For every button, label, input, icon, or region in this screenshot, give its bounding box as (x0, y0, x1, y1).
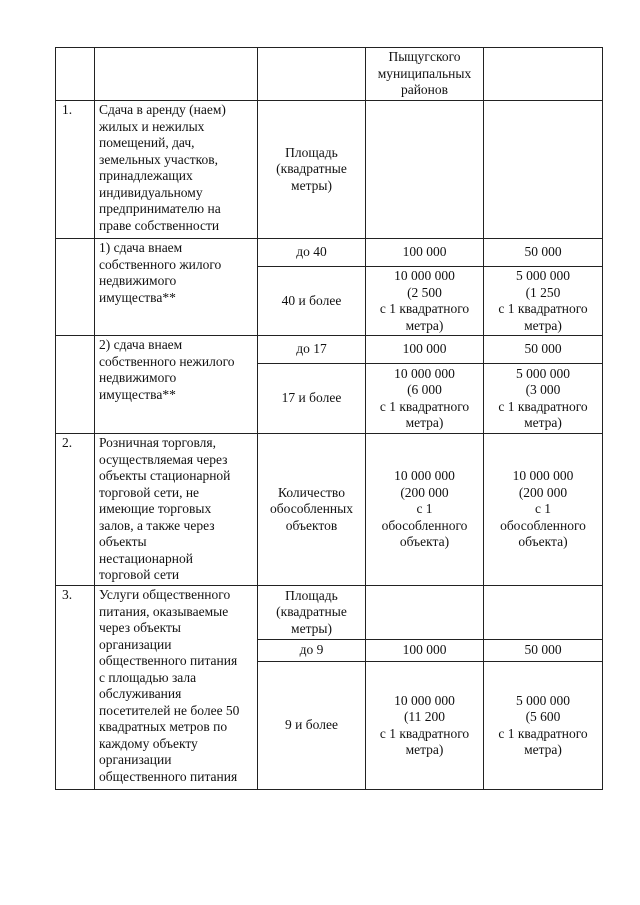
row-number: 2. (56, 434, 95, 586)
row-number: 1. (56, 101, 95, 239)
value-cell: 5 000 000 (3 000 с 1 квадратного метра) (484, 364, 603, 434)
table-header-row (56, 48, 603, 101)
activity-cell: Розничная торговля, осуществляемая через объекты стационарной торговой сети, не имеющие торговых залов, а также через объекты нестационарной торговой сети (95, 434, 258, 586)
range-cell: до 9 (258, 640, 366, 662)
value-cell: 10 000 000 (200 000 с 1 обособленного объекта) (366, 434, 484, 586)
table-row (56, 434, 603, 586)
header-cell-region: Пыщугского муниципальных районов (366, 48, 484, 101)
value-cell: 50 000 (484, 239, 603, 267)
table-row (56, 239, 603, 267)
range-cell: до 17 (258, 336, 366, 364)
value-cell: 10 000 000 (200 000 с 1 обособленного объекта) (484, 434, 603, 586)
activity-cell: Сдача в аренду (наем) жилых и нежилых помещений, дач, земельных участков, принадлежащих индивидуальному предпринимателю на праве собственности (95, 101, 258, 239)
value-cell (366, 586, 484, 640)
value-cell: 10 000 000 (11 200 с 1 квадратного метра) (366, 662, 484, 790)
value-cell: 5 000 000 (1 250 с 1 квадратного метра) (484, 267, 603, 336)
value-cell (366, 101, 484, 239)
header-cell-indicator (258, 48, 366, 101)
table-row (56, 586, 603, 640)
value-cell (484, 586, 603, 640)
table-row (56, 101, 603, 239)
activity-cell: 2) сдача внаем собственного нежилого недвижимого имущества** (95, 336, 258, 434)
row-number (56, 336, 95, 434)
value-cell: 100 000 (366, 640, 484, 662)
tax-table (55, 47, 603, 790)
indicator-cell: Площадь (квадратные метры) (258, 101, 366, 239)
header-cell-activity (95, 48, 258, 101)
value-cell: 50 000 (484, 640, 603, 662)
row-number (56, 239, 95, 336)
activity-cell: 1) сдача внаем собственного жилого недвижимого имущества** (95, 239, 258, 336)
value-cell: 10 000 000 (6 000 с 1 квадратного метра) (366, 364, 484, 434)
value-cell (484, 101, 603, 239)
range-cell: 9 и более (258, 662, 366, 790)
value-cell: 10 000 000 (2 500 с 1 квадратного метра) (366, 267, 484, 336)
range-cell: 40 и более (258, 267, 366, 336)
value-cell: 100 000 (366, 336, 484, 364)
indicator-cell: Площадь (квадратные метры) (258, 586, 366, 640)
activity-cell: Услуги общественного питания, оказываемые через объекты организации общественного питания с площадью зала обслуживания посетителей не более 50 квадратных метров по каждому объекту организации общественного питания (95, 586, 258, 790)
value-cell: 50 000 (484, 336, 603, 364)
header-cell-extra (484, 48, 603, 101)
indicator-cell: Количество обособленных объектов (258, 434, 366, 586)
header-cell-num (56, 48, 95, 101)
range-cell: 17 и более (258, 364, 366, 434)
row-number: 3. (56, 586, 95, 790)
value-cell: 100 000 (366, 239, 484, 267)
value-cell: 5 000 000 (5 600 с 1 квадратного метра) (484, 662, 603, 790)
table-row (56, 336, 603, 364)
range-cell: до 40 (258, 239, 366, 267)
